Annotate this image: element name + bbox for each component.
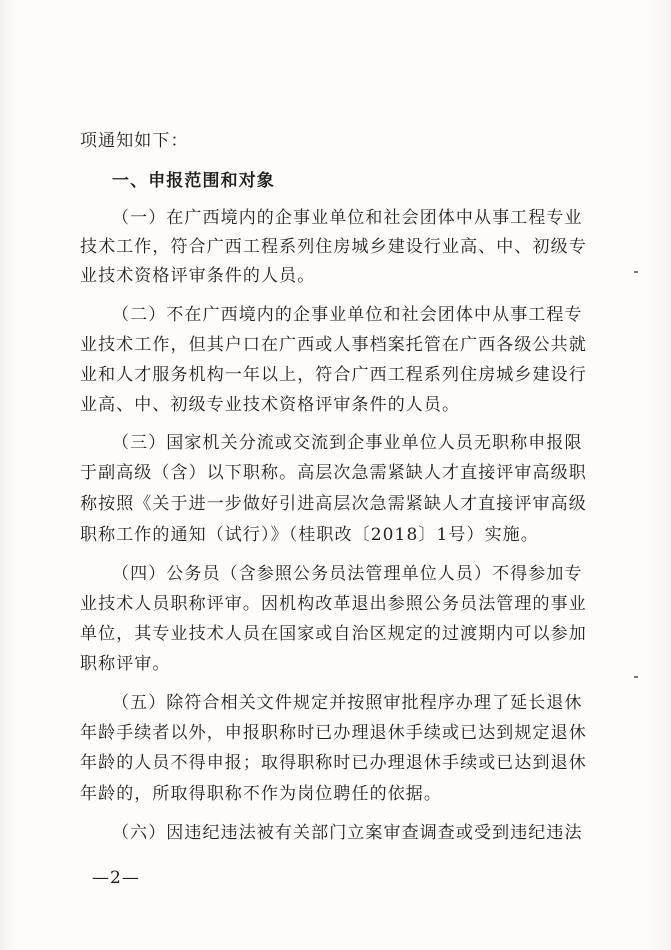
scan-mark — [634, 271, 638, 273]
text-line: 年龄的人员不得申报；取得职称时已办理退休手续或已达到退休 — [80, 753, 587, 773]
text-line: （三）国家机关分流或交流到企事业单位人员无职称申报限 — [112, 433, 583, 453]
page-number: —2— — [92, 868, 140, 888]
text-line: 业高、中、初级专业技术资格评审条件的人员。 — [80, 395, 461, 415]
scan-mark — [634, 676, 638, 678]
text-line: 项通知如下： — [80, 131, 189, 151]
text-line: （一）在广西境内的企事业单位和社会团体中从事工程专业 — [112, 208, 583, 228]
text-line: 于副高级（含）以下职称。高层次急需紧缺人才直接评审高级职 — [80, 463, 587, 483]
text-line: 单位，其专业技术人员在国家或自治区规定的过渡期内可以参加 — [80, 624, 587, 644]
text-line: 业技术资格评审条件的人员。 — [80, 266, 316, 286]
text-line: 职称评审。 — [80, 654, 171, 674]
text-line: （四）公务员（含参照公务员法管理单位人员）不得参加专 — [112, 564, 583, 584]
text-line: 业技术工作，但其户口在广西或人事档案托管在广西各级公共就 — [80, 335, 587, 355]
text-line: （二）不在广西境内的企事业单位和社会团体中从事工程专 — [112, 305, 583, 325]
text-line: （五）除符合相关文件规定并按照审批程序办理了延长退休 — [112, 693, 583, 713]
text-line: 业技术人员职称评审。因机构改革退出参照公务员法管理的事业 — [80, 594, 587, 614]
text-line: 技术工作，符合广西工程系列住房城乡建设行业高、中、初级专 — [80, 237, 587, 257]
text-line: 业和人才服务机构一年以上，符合广西工程系列住房城乡建设行 — [80, 365, 587, 385]
text-line: 职称工作的通知（试行）》（桂职改〔2018〕1号）实施。 — [80, 525, 539, 545]
text-line: 年龄的，所取得职称不作为岗位聘任的依据。 — [80, 784, 442, 804]
text-line: （六）因违纪违法被有关部门立案审查调查或受到违纪违法 — [112, 823, 583, 843]
text-line: 年龄手续者以外，申报职称时已办理退休手续或已达到规定退休 — [80, 723, 587, 743]
text-line: 称按照《关于进一步做好引进高层次急需紧缺人才直接评审高级 — [80, 494, 587, 514]
section-heading: 一、申报范围和对象 — [112, 171, 275, 191]
